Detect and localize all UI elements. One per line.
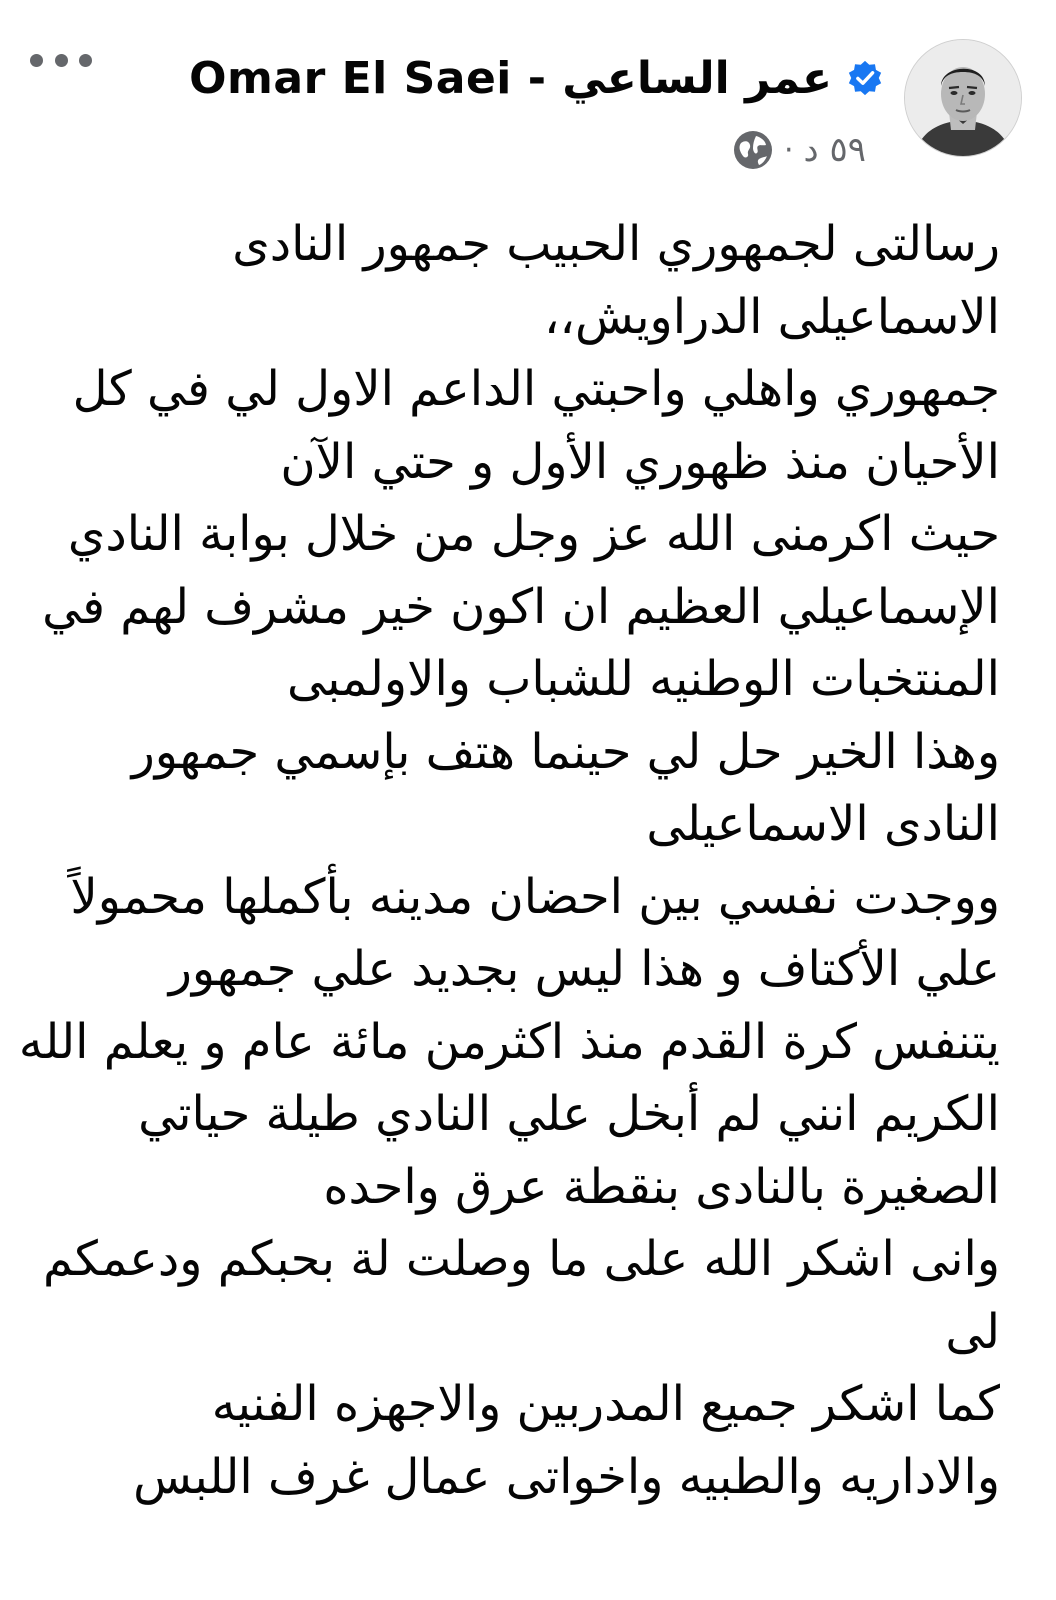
more-options-icon-dot — [55, 54, 68, 67]
post-text-line: لى — [945, 1303, 1000, 1360]
more-options-button[interactable] — [30, 48, 92, 72]
post-text-line: والاداريه والطبيه واخواتى عمال غرف اللبس — [133, 1448, 1000, 1505]
post-header — [189, 48, 884, 108]
post-meta — [732, 128, 866, 172]
post-body — [18, 208, 1000, 1513]
post-text-line: علي الأكتاف و هذا ليس بجديد علي جمهور — [168, 941, 1000, 997]
post-text-line: الكريم انني لم أبخل علي النادي طيلة حياتي — [138, 1086, 1000, 1142]
post-text-line: الأحيان منذ ظهوري الأول و حتي الآن — [280, 433, 1000, 490]
post-text-line: وهذا الخير حل لي حينما هتف بإسمي جمهور — [131, 723, 1000, 780]
post-text-line: يتنفس كرة القدم منذ اكثرمن مائة عام و يعلم الله — [18, 1013, 1000, 1070]
post-text-line: رسالتى لجمهوري الحبيب جمهور النادى — [232, 216, 1000, 272]
post-text-line: الإسماعيلي العظيم ان اكون خير مشرف لهم في — [42, 578, 1000, 635]
post-text-line: الاسماعيلى الدراويش،، — [544, 288, 1000, 345]
verified-badge-icon — [846, 59, 884, 97]
post-text-line: النادى الاسماعيلى — [646, 796, 1000, 852]
post-text-line: كما اشكر جميع المدربين والاجهزه الفنيه — [211, 1376, 1000, 1432]
post-text-line: ووجدت نفسي بين احضان مدينه بأكملها محمولاً — [70, 868, 1000, 925]
author-avatar[interactable] — [904, 39, 1022, 157]
more-options-icon-dot — [30, 54, 43, 67]
post-text-line: جمهوري واهلي واحبتي الداعم الاول لي في كل — [72, 361, 1000, 417]
globe-icon[interactable] — [732, 129, 774, 171]
more-options-icon-dot — [79, 54, 92, 67]
author-name[interactable]: Omar El Saei - عمر الساعي — [189, 52, 832, 104]
post-text-line: الصغيرة بالنادى بنقطة عرق واحده — [323, 1158, 1000, 1215]
post-text-line: حيث اكرمنى الله عز وجل من خلال بوابة النادي — [67, 506, 1000, 562]
meta-separator: · — [783, 132, 794, 168]
post-text-line: وانى اشكر الله على ما وصلت لة بحبكم ودعمكم — [43, 1231, 1000, 1287]
post-text-line: المنتخبات الوطنيه للشباب والاولمبى — [287, 651, 1000, 707]
post-timestamp[interactable]: ٥٩ د — [803, 130, 866, 170]
